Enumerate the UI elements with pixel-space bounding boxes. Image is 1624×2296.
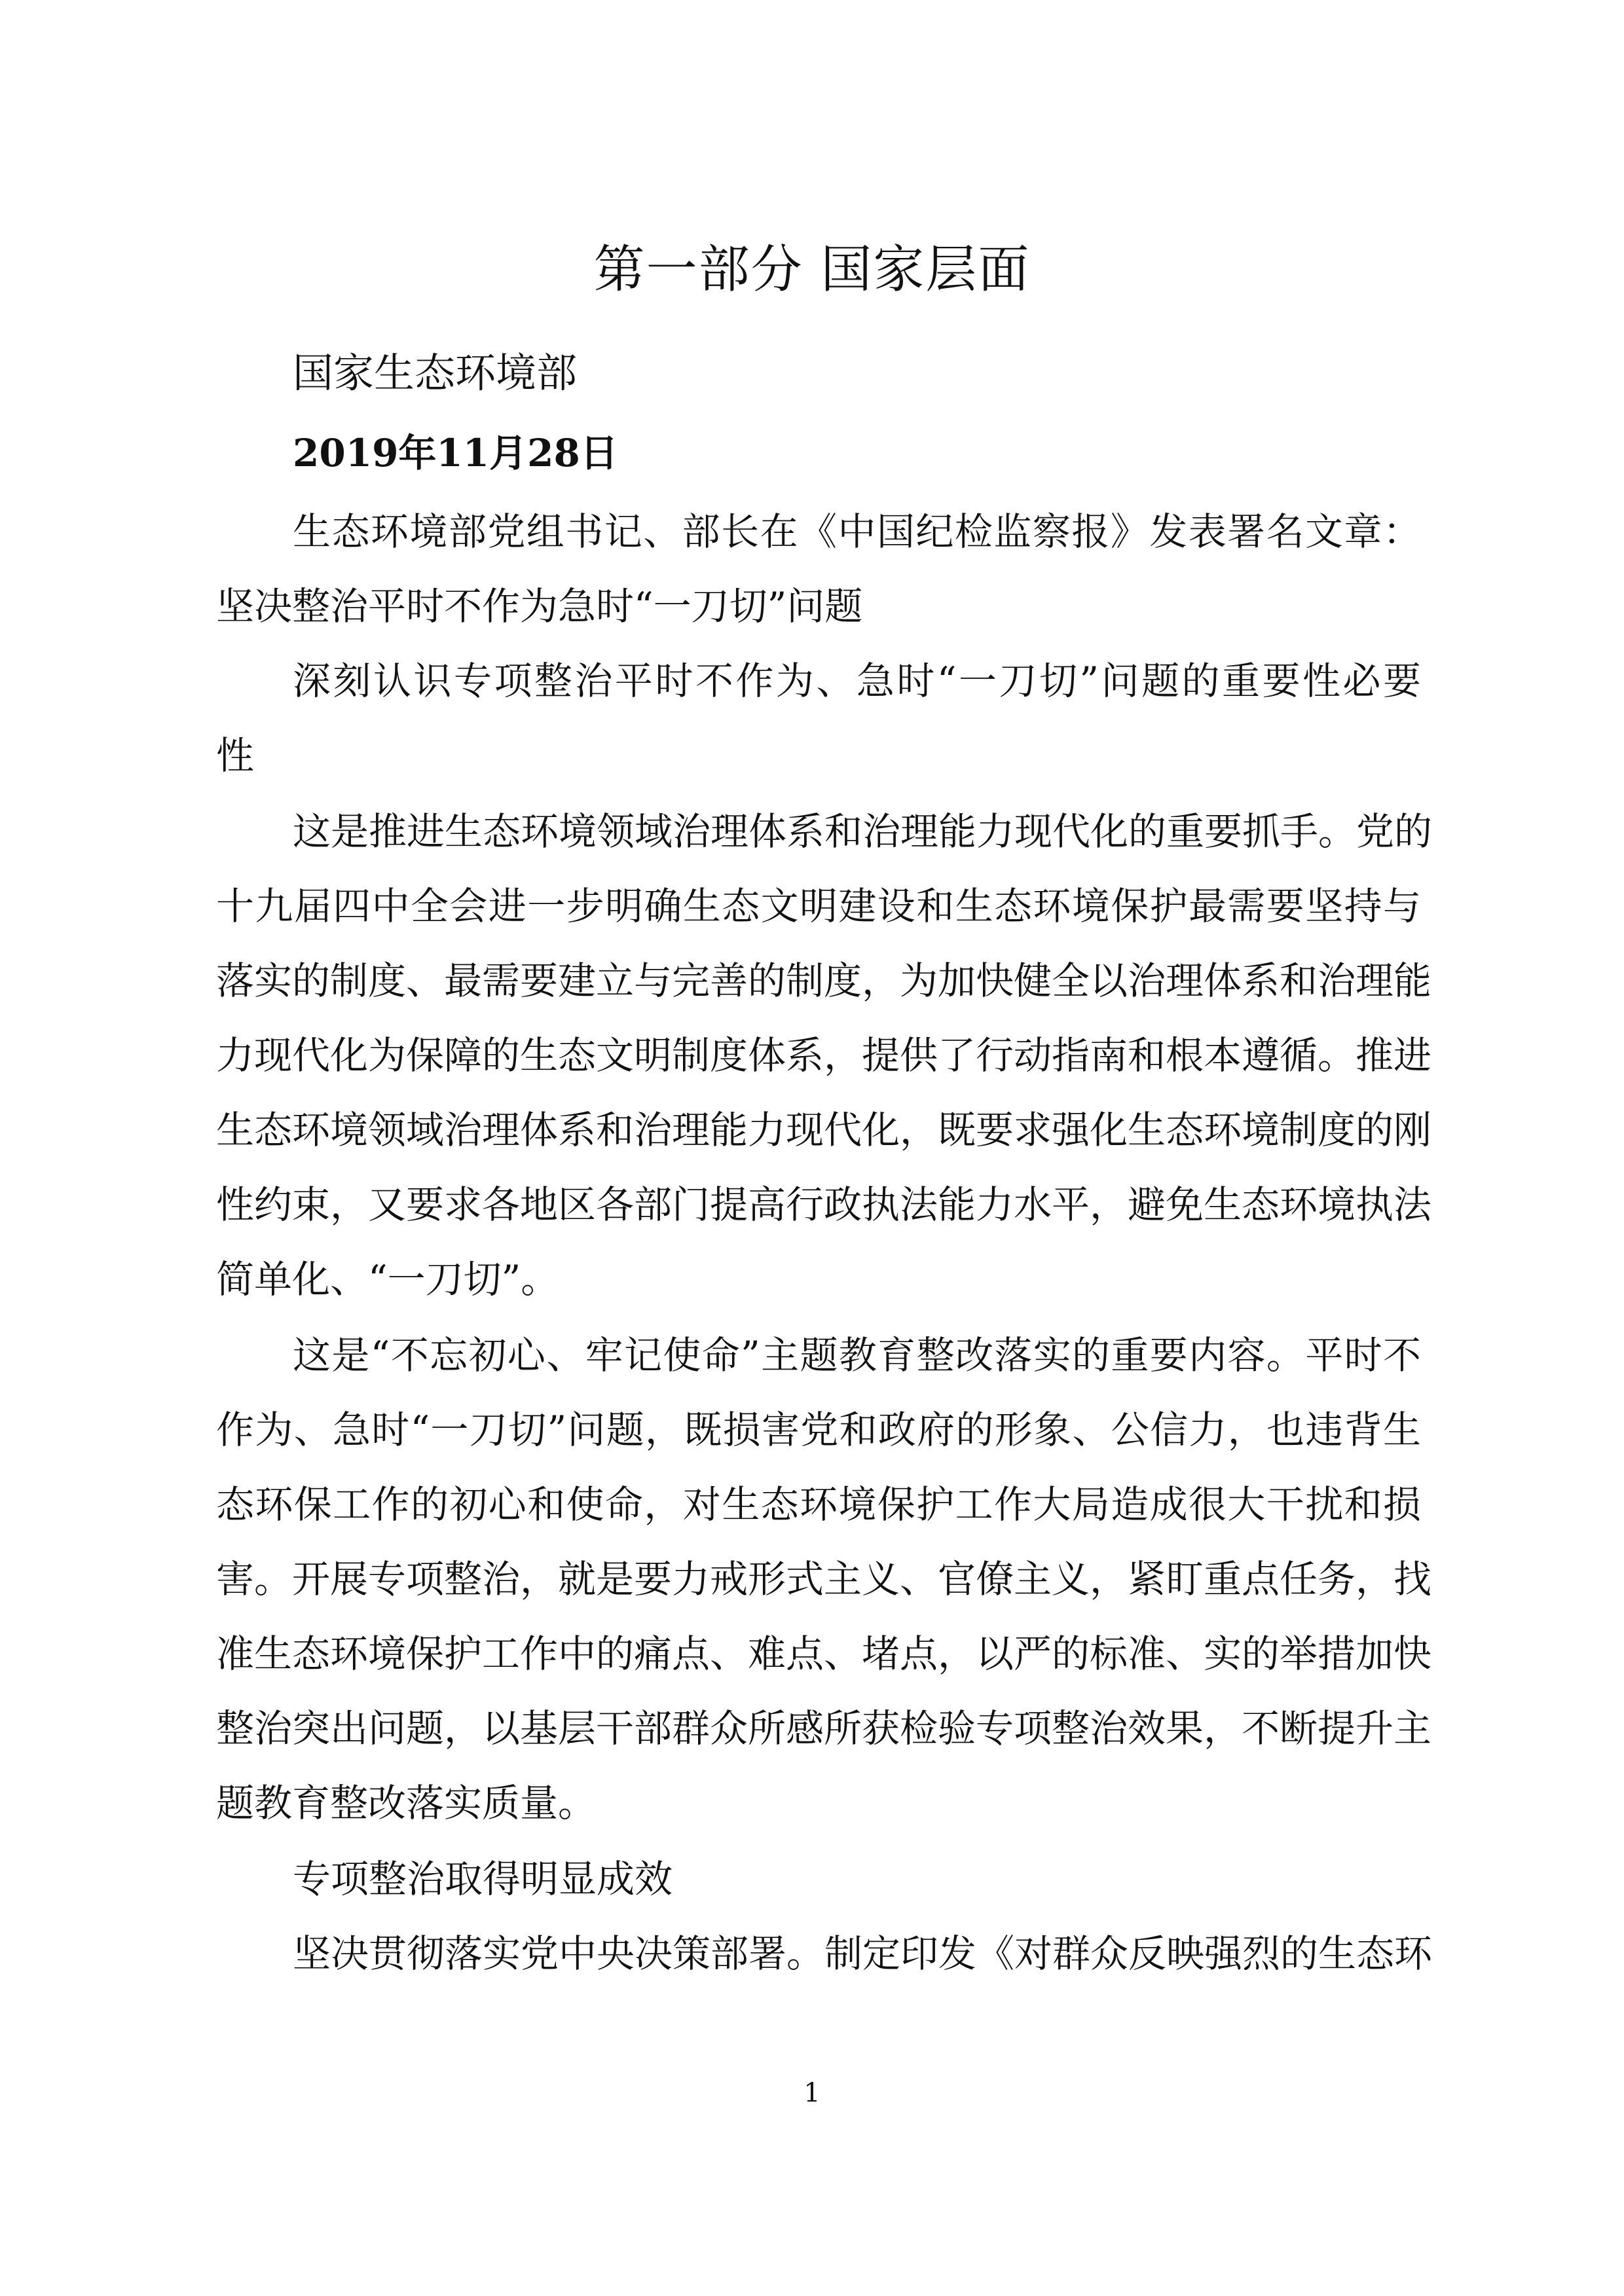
article-title-line: 坚决整治平时不作为急时“一刀切”问题 [216,584,863,629]
paragraph-line: 十九届四中全会进一步明确生态文明建设和生态环境保护最需要坚持与 [216,884,1421,928]
section-heading: 专项整治取得明显成效 [293,1857,673,1901]
department-name: 国家生态环境部 [293,349,578,397]
paragraph-line: 整治突出问题，以基层干部群众所感所获检验专项整治效果，不断提升主 [216,1706,1432,1751]
paragraph-line: 生态环境领域治理体系和治理能力现代化，既要求强化生态环境制度的刚 [216,1108,1432,1152]
article-title-line: 生态环境部党组书记、部长在《中国纪检监察报》发表署名文章： [293,509,1421,554]
paragraph-line: 作为、急时“一刀切”问题，既损害党和政府的形象、公信力，也违背生 [216,1408,1421,1452]
paragraph-line: 题教育整改落实质量。 [216,1781,597,1825]
paragraph-line: 这是“不忘初心、牢记使命”主题教育整改落实的重要内容。平时不 [293,1333,1421,1377]
publication-date: 2019年11月28日 [293,431,618,475]
paragraph-line: 性约束，又要求各地区各部门提高行政执法能力水平，避免生态环境执法 [216,1182,1432,1227]
part-title: 第一部分 国家层面 [593,240,1031,299]
paragraph-line: 害。开展专项整治，就是要力戒形式主义、官僚主义，紧盯重点任务，找 [216,1557,1432,1601]
paragraph-line: 落实的制度、最需要建立与完善的制度，为加快健全以治理体系和治理能 [216,958,1432,1003]
paragraph-line: 这是推进生态环境领域治理体系和治理能力现代化的重要抓手。党的 [293,809,1433,854]
paragraph-line: 坚决贯彻落实党中央决策部署。制定印发《对群众反映强烈的生态环 [293,1931,1433,1976]
paragraph-line: 态环保工作的初心和使命，对生态环境保护工作大局造成很大干扰和损 [216,1482,1421,1527]
section-heading-line: 深刻认识专项整治平时不作为、急时“一刀切”问题的重要性必要 [293,659,1421,703]
page-number: 1 [803,2078,821,2108]
paragraph-line: 准生态环境保护工作中的痛点、难点、堵点，以严的标准、实的举措加快 [216,1631,1432,1676]
paragraph-line: 简单化、“一刀切”。 [216,1257,559,1302]
paragraph-line: 力现代化为保障的生态文明制度体系，提供了行动指南和根本遵循。推进 [216,1033,1432,1078]
section-heading-line: 性 [216,733,255,778]
